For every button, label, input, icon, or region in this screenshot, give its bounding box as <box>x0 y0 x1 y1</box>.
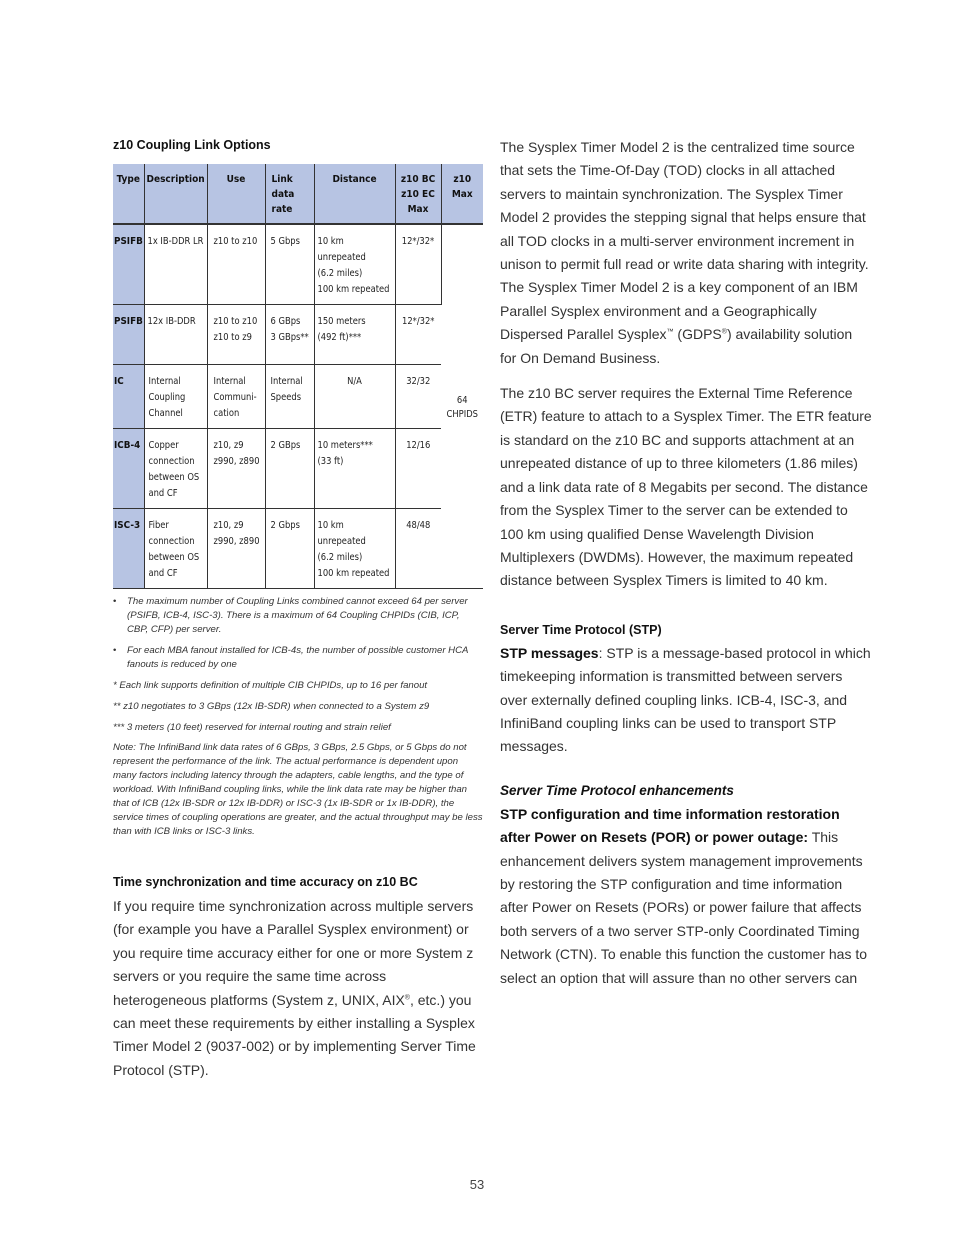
footnote: *** 3 meters (10 feet) reserved for internal routing and strain relief <box>113 722 391 733</box>
table-row <box>113 224 483 305</box>
cell-type: ISC-3 <box>113 509 144 589</box>
cell-use: z10, z9 z990, z890 <box>207 429 265 509</box>
cell-description: 12x IB-DDR <box>144 305 207 365</box>
time-sync-section <box>113 875 483 1082</box>
cell-description: 1x IB-DDR LR <box>144 224 207 305</box>
cell-use: Internal Communi- cation <box>207 365 265 429</box>
footnote: ** z10 negotiates to 3 GBps (12x IB-SDR) when connected to a System z9 <box>113 701 430 712</box>
body-paragraph: If you require time synchronization across multiple servers (for example you have a Parallel Sysplex environment) or you require time accuracy either for one or more System z servers or you require the same time across heterogeneous platforms (System z, UNIX, AIX®, etc.) you can meet these requirements by either installing a Sysplex Timer Model 2 (9037-002) or by implementing Server Time Protocol (STP). <box>113 898 476 1078</box>
body-paragraph: The z10 BC server requires the External Time Reference (ETR) feature to attach to a Sysplex Timer. The ETR feature is standard on the z10 BC and supports attachment at an unrepeated distance of up to three kilometers (1.86 miles) and a link data rate of 8 Megabits per second. The distance from the Sysplex Timer to the server can be extended to 100 km using qualified Dense Wavelength Division Multiplexers (DWDMs). However, the maximum repeated distance between Sysplex Timers is limited to 40 km. <box>500 385 872 589</box>
body-paragraph: STP messages: STP is a message-based protocol in which timekeeping information is transmitted between servers over externally defined coupling links. ICB-4, ISC-3, and InfiniBand coupling links can be used to transport STP messages. <box>500 644 871 755</box>
cell-link-rate: 2 Gbps <box>265 509 314 589</box>
cell-z10-max: 64 CHPIDS <box>441 224 483 589</box>
coupling-link-table <box>113 164 483 589</box>
body-paragraph: The Sysplex Timer Model 2 is the centralized time source that sets the Time-Of-Day (TOD) clocks in all attached servers to maintain synchronization. The Sysplex Timer Model 2 provides the stepping signal that helps ensure that all TOD clocks in a multi-server environment increment in unison to permit full read or write data sharing with integrity. The Sysplex Timer Model 2 is a key component of an IBM Parallel Sysplex environment and a Geographically Dispersed Parallel Sysplex™ (GDPS®) availability solution for On Demand Business. <box>500 139 869 366</box>
cell-distance: 10 meters*** (33 ft) <box>314 429 395 509</box>
cell-link-rate: 6 GBps 3 GBps** <box>265 305 314 365</box>
left-column <box>113 138 483 1082</box>
note-bullet: • For each MBA fanout installed for ICB-4s, the number of possible customer HCA fanouts is reduced by one <box>127 644 483 672</box>
cell-description: Fiber connection between OS and CF <box>144 509 207 589</box>
header-type: Type <box>113 164 144 224</box>
cell-link-rate: 5 Gbps <box>265 224 314 305</box>
table-notes <box>113 595 483 839</box>
cell-bc-max: 12/16 <box>395 429 441 509</box>
right-column <box>500 136 872 1002</box>
cell-bc-max: 48/48 <box>395 509 441 589</box>
table-row <box>113 509 483 589</box>
note-bullet: • The maximum number of Coupling Links combined cannot exceed 64 per server (PSIFB, ICB-4, ISC-3). There is a maximum of 64 Coupling CHPIDs (CIB, ICP, CBP, CFP) per server. <box>127 595 483 637</box>
table-row <box>113 365 483 429</box>
cell-use: z10 to z10 <box>207 224 265 305</box>
header-distance: Distance <box>314 164 395 224</box>
cell-type: PSIFB <box>113 224 144 305</box>
header-z10-max: z10 Max <box>441 164 483 224</box>
cell-link-rate: Internal Speeds <box>265 365 314 429</box>
body-paragraph: STP configuration and time information restoration after Power on Resets (POR) or power outage: This enhancement delivers system management improvements by restoring the STP configuration and time information after Power on Resets (PORs) or power failure that affects both servers of a two server STP-only Coordinated Timing Network (CTN). To enable this function the customer has to select an option that will assure than no other servers can <box>500 805 868 986</box>
cell-distance: 10 km unrepeated (6.2 miles) 100 km repeated <box>314 224 395 305</box>
header-use: Use <box>207 164 265 224</box>
cell-use: z10, z9 z990, z890 <box>207 509 265 589</box>
table-row <box>113 305 483 365</box>
header-description: Description <box>144 164 207 224</box>
infiniband-note: Note: The InfiniBand link data rates of 6 GBps, 3 GBps, 2.5 Gbps, or 5 Gbps do not represent the performance of the link. The actual performance is dependent upon many factors including latency through the adapters, cable lengths, and the type of workload. With InfiniBand coupling links, while the link data rate may be higher than that of ICB (12x IB-SDR or 12x IB-DDR) or ISC-3 (1x IB-SDR or 1x IB-DDR), the service times of coupling operations are greater, and the actual throughput may be less than with ICB links or ISC-3 links. <box>113 742 483 837</box>
section-heading: Time synchronization and time accuracy on z10 BC <box>113 875 418 889</box>
cell-bc-max: 32/32 <box>395 365 441 429</box>
cell-description: Copper connection between OS and CF <box>144 429 207 509</box>
section-heading: Server Time Protocol (STP) <box>500 622 662 637</box>
cell-type: IC <box>113 365 144 429</box>
header-link-rate: Link data rate <box>265 164 314 224</box>
header-bc-max: z10 BC z10 EC Max <box>395 164 441 224</box>
cell-link-rate: 2 GBps <box>265 429 314 509</box>
cell-description: Internal Coupling Channel <box>144 365 207 429</box>
table-row <box>113 429 483 509</box>
footnote: * Each link supports definition of multiple CIB CHPIDs, up to 16 per fanout <box>113 680 428 691</box>
cell-type: PSIFB <box>113 305 144 365</box>
cell-bc-max: 12*/32* <box>395 305 441 365</box>
page-number: 53 <box>469 1177 485 1192</box>
cell-use: z10 to z10 z10 to z9 <box>207 305 265 365</box>
cell-distance: 10 km unrepeated (6.2 miles) 100 km repeated <box>314 509 395 589</box>
cell-type: ICB-4 <box>113 429 144 509</box>
table-header-row <box>113 164 483 224</box>
cell-distance: 150 meters (492 ft)*** <box>314 305 395 365</box>
table-title: z10 Coupling Link Options <box>113 138 271 152</box>
cell-distance: N/A <box>314 365 395 429</box>
subsection-heading: Server Time Protocol enhancements <box>500 782 734 798</box>
cell-bc-max: 12*/32* <box>395 224 441 305</box>
